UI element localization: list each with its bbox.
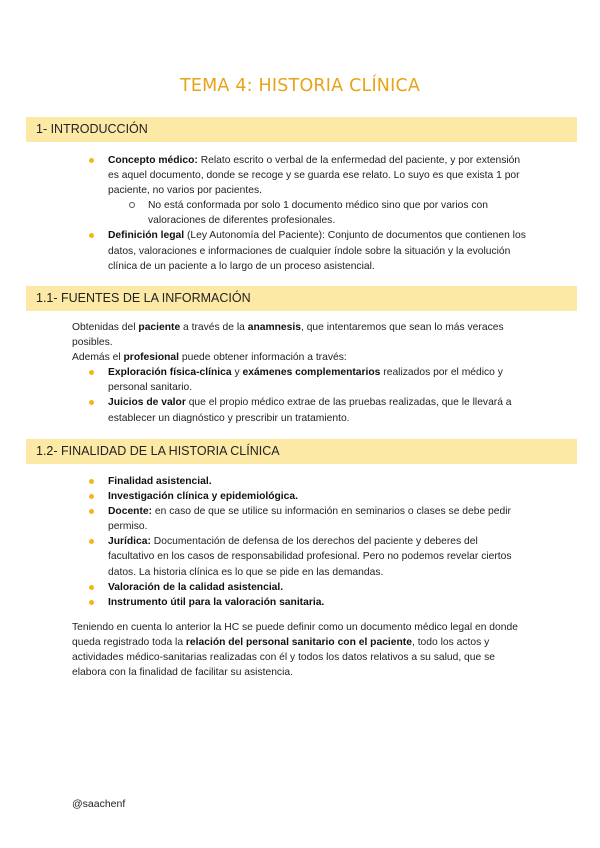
list-item: Docente: en caso de que se utilice su información en seminarios o clases se debe pedir permiso.	[88, 504, 518, 534]
list-item: Exploración física-clínica y exámenes complementarios realizados por el médico y personal sanitario.	[88, 365, 512, 395]
fuentes-paragraph-2: Además el profesional puede obtener información a través:	[72, 352, 347, 364]
section-heading-introduccion: 1- INTRODUCCIÓN	[26, 117, 577, 142]
list-item	[88, 228, 528, 273]
list-item: Valoración de la calidad asistencial.	[88, 580, 518, 595]
section-heading-finalidad: 1.2- FINALIDAD DE LA HISTORIA CLÍNICA	[26, 439, 577, 464]
concepto-text: Relato escrito o verbal de la enfermedad del paciente, y por extensión es aquel documento, donde se recoge y se guarda ese relato. Lo suyo es que exista 1 por paciente, no varios por pacientes.	[108, 155, 521, 197]
definicion-label: Definición legal	[108, 230, 185, 242]
list-item: Instrumento útil para la valoración sanitaria.	[88, 595, 518, 610]
concepto-label: Concepto médico:	[108, 155, 198, 166]
fuentes-body	[72, 320, 512, 426]
intro-list	[88, 153, 528, 274]
closing-paragraph: Teniendo en cuenta lo anterior la HC se puede definir como un documento médico legal en donde queda registrado toda la relación del personal sanitario con el paciente, todo los actos y actividades médico-sanitarias realizadas con él y todos los datos relativos a su salud, que se elabora con la finalidad de facilitar su asistencia.	[72, 622, 518, 679]
list-item: Finalidad asistencial.	[88, 474, 518, 489]
list-item: Jurídica: Documentación de defensa de los derechos del paciente y deberes del facultativo en los casos de responsabilidad profesional. Pero no podemos revelar ciertos datos. La historia clínica es lo que se pide en las demandas.	[88, 534, 518, 579]
intro-body	[88, 153, 528, 274]
fuentes-paragraph-1: Obtenidas del paciente a través de la anamnesis, que intentaremos que sean lo más veraces posibles.	[72, 322, 504, 349]
sub-list	[128, 198, 528, 228]
author-handle: @saachenf	[72, 798, 126, 810]
definicion-text: (Ley Autonomía del Paciente): Conjunto de documentos que contienen los datos, valoraciones e informaciones de cualquier índole sobre la situación y la evolución clínica de un paciente a lo largo de un proceso asistencial.	[108, 230, 526, 272]
fuentes-list	[88, 365, 512, 425]
list-item	[128, 198, 528, 228]
page-title: TEMA 4: HISTORIA CLÍNICA	[179, 76, 421, 96]
section-heading-fuentes: 1.1- FUENTES DE LA INFORMACIÓN	[26, 286, 577, 311]
list-item	[88, 153, 528, 228]
finalidad-body	[88, 474, 518, 610]
list-item: Investigación clínica y epidemiológica.	[88, 489, 518, 504]
list-item: Juicios de valor que el propio médico extrae de las pruebas realizadas, que le llevará a establecer un diagnóstico y prescribir un tratamiento.	[88, 395, 512, 425]
concepto-sub-text: No está conformada por solo 1 documento médico sino que por varios con valoraciones de diferentes profesionales.	[148, 200, 488, 227]
finalidad-list	[88, 474, 518, 610]
